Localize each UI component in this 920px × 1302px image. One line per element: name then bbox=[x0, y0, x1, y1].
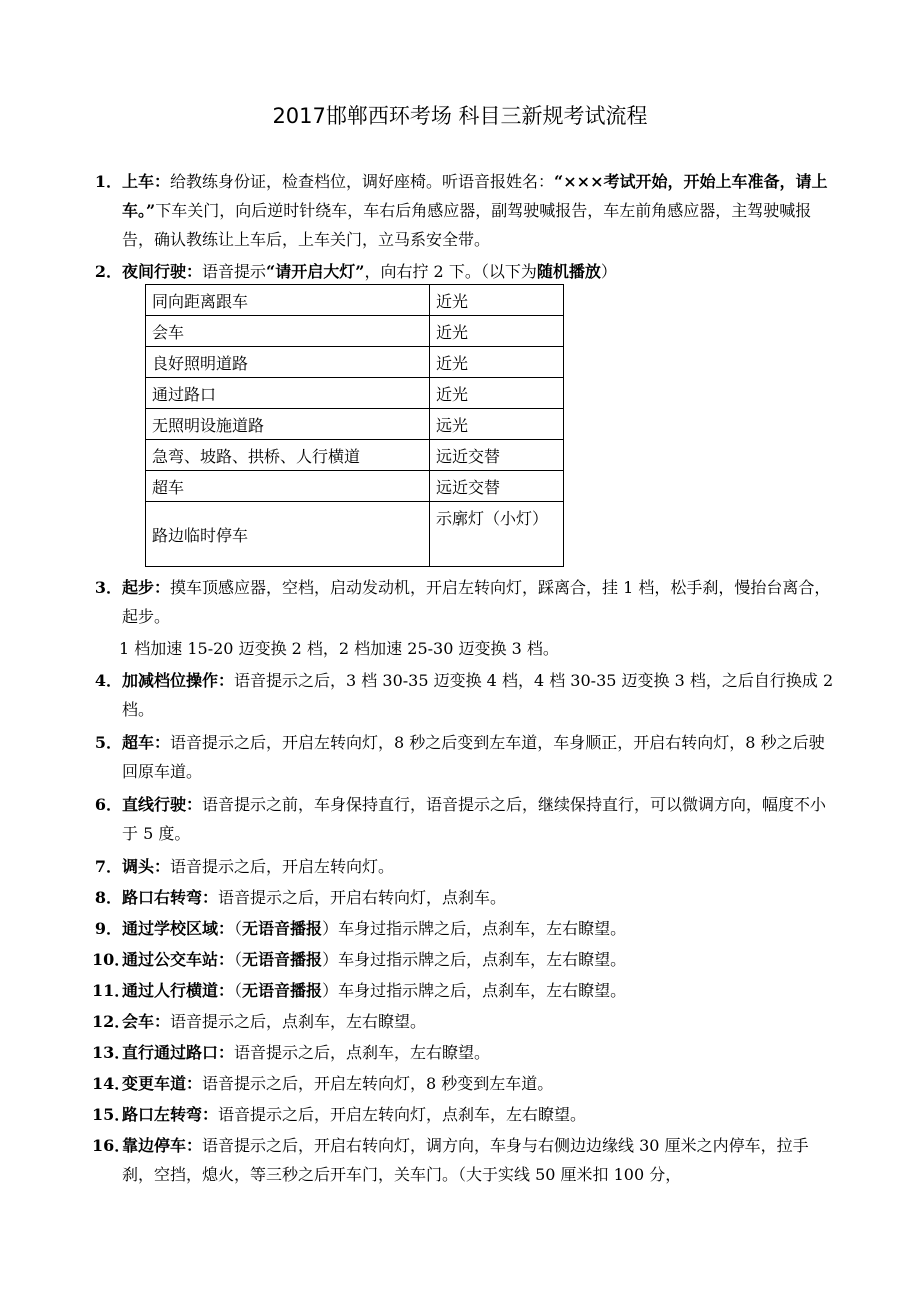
item-label: 通过学校区域 bbox=[122, 919, 219, 938]
item-bold-text: “×××考试开始，开始上车准备，请上车。” bbox=[122, 172, 828, 220]
page-title: 2017邯郸西环考场 科目三新规考试流程 bbox=[272, 104, 648, 128]
item-number: 11． bbox=[92, 981, 131, 1000]
item-number: 10． bbox=[92, 950, 131, 969]
item-text: 语音提示之后，点刹车，左右瞭望。 bbox=[234, 1043, 491, 1062]
item-number: 6． bbox=[94, 795, 122, 814]
item-number: 13． bbox=[92, 1043, 131, 1062]
light-cell: 近光 bbox=[430, 316, 564, 347]
table-row bbox=[146, 440, 564, 471]
list-item: 15． 路口左转弯：语音提示之后，开启左转向灯，点刹车，左右瞭望。 bbox=[92, 1100, 840, 1129]
list-item: 13． 直行通过路口：语音提示之后，点刹车，左右瞭望。 bbox=[92, 1038, 840, 1067]
item-text: ）车身过指示牌之后，点刹车，左右瞭望。 bbox=[322, 919, 627, 938]
item-number: 7． bbox=[94, 857, 122, 876]
list-item: 11． 通过人行横道：（无语音播报）车身过指示牌之后，点刹车，左右瞭望。 bbox=[92, 976, 840, 1005]
table-row bbox=[146, 347, 564, 378]
item-label: 加减档位操作 bbox=[122, 671, 219, 690]
list-item: 4． 加减档位操作：语音提示之后，3 档 30-35 迈变换 4 档，4 档 30-35 迈变换 3 档，之后自行换成 2 档。 bbox=[92, 666, 840, 724]
item-text: 语音提示之后，开启左转向灯，8 秒之后变到左车道，车身顺正，开启右转向灯，8 秒之后驶回原车道。 bbox=[122, 733, 825, 781]
item-label: 通过人行横道 bbox=[122, 981, 219, 1000]
item-text: 语音提示之后，点刹车，左右瞭望。 bbox=[170, 1012, 427, 1031]
list-item: 3． 起步：摸车顶感应器，空档，启动发动机，开启左转向灯，踩离合，挂 1 档，松手刹，慢抬台离合，起步。 bbox=[92, 573, 840, 631]
item-text: （ bbox=[234, 950, 243, 969]
item-bold-text: 无语音播报 bbox=[242, 950, 323, 969]
scene-cell: 超车 bbox=[146, 471, 430, 502]
item-number: 16． bbox=[92, 1136, 131, 1155]
item-label: 起步 bbox=[122, 578, 155, 597]
item-label: 靠边停车 bbox=[122, 1136, 187, 1155]
item-label: 变更车道 bbox=[122, 1074, 187, 1093]
item-text: 语音提示之后，3 档 30-35 迈变换 4 档，4 档 30-35 迈变换 3 档，之后自行换成 2 档。 bbox=[122, 671, 834, 719]
item-label: 直行通过路口 bbox=[122, 1043, 219, 1062]
list-item: 14． 变更车道：语音提示之后，开启左转向灯，8 秒变到左车道。 bbox=[92, 1069, 840, 1098]
item-number: 12． bbox=[92, 1012, 131, 1031]
scene-cell: 无照明设施道路 bbox=[146, 409, 430, 440]
item-label: 路口左转弯 bbox=[122, 1105, 203, 1124]
light-cell: 近光 bbox=[430, 378, 564, 409]
table-row bbox=[146, 378, 564, 409]
list-item: 1． 上车：给教练身份证，检查档位，调好座椅。听语音报姓名：“×××考试开始，开始上车准备，请上车。”下车关门，向后逆时针绕车，车右后角感应器，副驾驶喊报告，车左前角感应器，主驾驶喊报告，确认教练让上车后，上车关门，立马系安全带。 bbox=[92, 167, 840, 254]
scene-cell: 急弯、坡路、拱桥、人行横道 bbox=[146, 440, 430, 471]
list-item: 2． 夜间行驶：语音提示“请开启大灯”，向右拧 2 下。（以下为随机播放） bbox=[92, 257, 840, 286]
item-number: 8． bbox=[94, 888, 122, 907]
list-item: 5． 超车：语音提示之后，开启左转向灯，8 秒之后变到左车道，车身顺正，开启右转向灯，8 秒之后驶回原车道。 bbox=[92, 728, 840, 786]
shift-note: 1 档加速 15-20 迈变换 2 档，2 档加速 25-30 迈变换 3 档。 bbox=[119, 639, 559, 658]
list-item: 7． 调头：语音提示之后，开启左转向灯。 bbox=[92, 852, 840, 881]
item-text: 摸车顶感应器，空档，启动发动机，开启左转向灯，踩离合，挂 1 档，松手刹，慢抬台离合，起步。 bbox=[122, 578, 831, 626]
light-cell: 远近交替 bbox=[430, 471, 564, 502]
item-number: 4． bbox=[94, 671, 122, 690]
item-label: 夜间行驶 bbox=[122, 262, 187, 281]
night-light-table bbox=[145, 284, 564, 567]
item-text: ）车身过指示牌之后，点刹车，左右瞭望。 bbox=[322, 981, 627, 1000]
light-cell: 远光 bbox=[430, 409, 564, 440]
item-label: 调头 bbox=[122, 857, 155, 876]
item-label: 路口右转弯 bbox=[122, 888, 203, 907]
table-row bbox=[146, 316, 564, 347]
scene-cell: 同向距离跟车 bbox=[146, 285, 430, 316]
item-text: 语音提示之后，开启左转向灯，8 秒变到左车道。 bbox=[202, 1074, 554, 1093]
item-number: 1． bbox=[94, 172, 122, 191]
item-text: 语音提示之后，开启右转向灯，点刹车。 bbox=[218, 888, 507, 907]
light-cell: 近光 bbox=[430, 285, 564, 316]
list-item: 9． 通过学校区域：（无语音播报）车身过指示牌之后，点刹车，左右瞭望。 bbox=[92, 914, 840, 943]
list-item: 16． 靠边停车：语音提示之后，开启右转向灯，调方向，车身与右侧边边缘线 30 厘米之内停车，拉手刹，空挡，熄火，等三秒之后开车门，关车门。（大于实线 50 厘米扣 100 分， bbox=[92, 1131, 840, 1189]
item-number: 9． bbox=[94, 919, 122, 938]
item-text: （ bbox=[234, 981, 243, 1000]
item-label: 通过公交车站 bbox=[122, 950, 219, 969]
item-bold-text: 无语音播报 bbox=[242, 981, 323, 1000]
scene-cell: 通过路口 bbox=[146, 378, 430, 409]
item-label: 超车 bbox=[122, 733, 155, 752]
list-item: 6． 直线行驶：语音提示之前，车身保持直行，语音提示之后，继续保持直行，可以微调方向，幅度不小于 5 度。 bbox=[92, 790, 840, 848]
item-number: 14． bbox=[92, 1074, 131, 1093]
item-bold-text: 无语音播报 bbox=[242, 919, 323, 938]
table-row bbox=[146, 502, 564, 567]
item-text: ） bbox=[600, 262, 617, 281]
light-cell: 近光 bbox=[430, 347, 564, 378]
item-bold-text: “请开启大灯” bbox=[266, 262, 365, 281]
item-text: 下车关门，向后逆时针绕车，车右后角感应器，副驾驶喊报告，车左前角感应器，主驾驶喊报告，确认教练让上车后，上车关门，立马系安全带。 bbox=[122, 201, 812, 249]
item-number: 3． bbox=[94, 578, 122, 597]
scene-cell: 会车 bbox=[146, 316, 430, 347]
item-text: ）车身过指示牌之后，点刹车，左右瞭望。 bbox=[322, 950, 627, 969]
item-text: 语音提示之后，开启左转向灯，点刹车，左右瞭望。 bbox=[218, 1105, 587, 1124]
item-number: 5． bbox=[94, 733, 122, 752]
table-row bbox=[146, 471, 564, 502]
item-text: ，向右拧 2 下。（以下为 bbox=[364, 262, 537, 281]
list-item: 12． 会车：语音提示之后，点刹车，左右瞭望。 bbox=[92, 1007, 840, 1036]
light-cell: 示廓灯（小灯） bbox=[430, 502, 564, 567]
scene-cell: 路边临时停车 bbox=[146, 502, 430, 567]
list-item: 8． 路口右转弯：语音提示之后，开启右转向灯，点刹车。 bbox=[92, 883, 840, 912]
item-text: 给教练身份证，检查档位，调好座椅。听语音报姓名： bbox=[170, 172, 555, 191]
item-text: （ bbox=[234, 919, 243, 938]
item-label: 会车 bbox=[122, 1012, 155, 1031]
item-text: 语音提示之前，车身保持直行，语音提示之后，继续保持直行，可以微调方向，幅度不小于 5 度。 bbox=[122, 795, 827, 843]
item-number: 15． bbox=[92, 1105, 131, 1124]
table-row bbox=[146, 285, 564, 316]
item-text: 语音提示之后，开启右转向灯，调方向，车身与右侧边边缘线 30 厘米之内停车，拉手刹，空挡，熄火，等三秒之后开车门，关车门。（大于实线 50 厘米扣 100 分， bbox=[122, 1136, 809, 1184]
item-label: 上车 bbox=[122, 172, 155, 191]
scene-cell: 良好照明道路 bbox=[146, 347, 430, 378]
item-label: 直线行驶 bbox=[122, 795, 187, 814]
table-row bbox=[146, 409, 564, 440]
item-text: 语音提示之后，开启左转向灯。 bbox=[170, 857, 395, 876]
item-number: 2． bbox=[94, 262, 122, 281]
list-item: 10． 通过公交车站：（无语音播报）车身过指示牌之后，点刹车，左右瞭望。 bbox=[92, 945, 840, 974]
item-text: 语音提示 bbox=[202, 262, 267, 281]
item-bold-text: 随机播放 bbox=[536, 262, 601, 281]
light-cell: 远近交替 bbox=[430, 440, 564, 471]
